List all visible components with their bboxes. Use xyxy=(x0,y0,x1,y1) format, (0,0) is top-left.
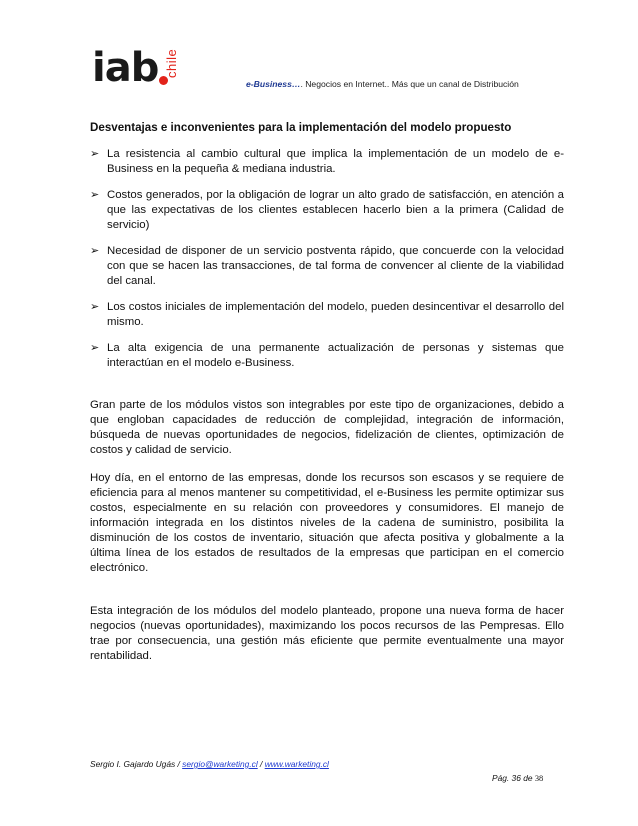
footer-author: Sergio I. Gajardo Ugás / sergio@warketing.cl / www.warketing.cl xyxy=(90,759,329,769)
list-item: ➢ Costos generados, por la obligación de lograr un alto grado de satisfacción, en atención a que las expectativas de los clientes establecen hacerlo bien a la primera (Calidad de servicio) xyxy=(90,189,564,231)
arrow-bullet-icon: ➢ xyxy=(90,342,100,354)
header-rest: . Negocios en Internet.. Más que un canal de Distribución xyxy=(300,79,519,89)
list-item: ➢ La alta exigencia de una permanente actualización de personas y sistemas que interactúan en el modelo e-Business. xyxy=(90,342,564,369)
website-link[interactable]: www.warketing.cl xyxy=(264,759,329,769)
email-link[interactable]: sergio@warketing.cl xyxy=(182,759,258,769)
logo-text: iab xyxy=(92,45,159,91)
arrow-bullet-icon: ➢ xyxy=(90,301,100,313)
logo-subtext: chile xyxy=(164,48,179,78)
arrow-bullet-icon: ➢ xyxy=(90,189,100,201)
page-label: Pág. 36 de xyxy=(492,773,535,783)
paragraph: Gran parte de los módulos vistos son integrables por este tipo de organizaciones, debido a que engloban capacidades de reducción de complejidad, integración de información, búsqueda de nuevas oportunidades de negocios, fidelización de clientes, optimización de costos y calidad de servicio. xyxy=(90,399,564,456)
iab-chile-logo xyxy=(92,38,182,94)
list-item: ➢ Los costos iniciales de implementación del modelo, pueden desincentivar el desarrollo del mismo. xyxy=(90,301,564,328)
list-item: ➢ Necesidad de disponer de un servicio postventa rápido, que concuerde con la velocidad con que se hacen las transacciones, de tal forma de convencer al cliente de la viabilidad del canal. xyxy=(90,245,564,287)
bullet-list xyxy=(90,147,564,371)
section-title: Desventajas e inconvenientes para la implementación del modelo propuesto xyxy=(90,121,512,134)
header-lead: e-Business… xyxy=(246,79,301,89)
page-number xyxy=(492,773,543,783)
main-content xyxy=(90,121,564,664)
paragraph: Esta integración de los módulos del modelo planteado, propone una nueva forma de hacer negocios (nuevas oportunidades), maximizando los pocos recursos de las Pempresas. Ello trae por consecuencia, una gestión más eficiente que permite eventualmente una mayor rentabilidad. xyxy=(90,605,564,662)
page-header xyxy=(246,79,519,89)
arrow-bullet-icon: ➢ xyxy=(90,245,100,257)
author-name: Sergio I. Gajardo Ugás / xyxy=(90,759,183,769)
list-item: ➢ La resistencia al cambio cultural que implica la implementación de un modelo de e-Business en la pequeña & mediana industria. xyxy=(90,148,564,175)
page-total: 38 xyxy=(534,774,544,783)
arrow-bullet-icon: ➢ xyxy=(90,148,100,160)
paragraph: Hoy día, en el entorno de las empresas, donde los recursos son escasos y se requiere de eficiencia para al menos mantener su competitividad, el e-Business les permite optimizar sus costos, especialmente en su relación con proveedores y consumidores. El manejo de información integrada en los distintos niveles de la cadena de suministro, posibilita la disminución de los costos de inventario, situación que afecta positiva y globalmente a la última línea de los estados de resultados de la empresas que participan en el comercio electrónico. xyxy=(90,472,564,574)
